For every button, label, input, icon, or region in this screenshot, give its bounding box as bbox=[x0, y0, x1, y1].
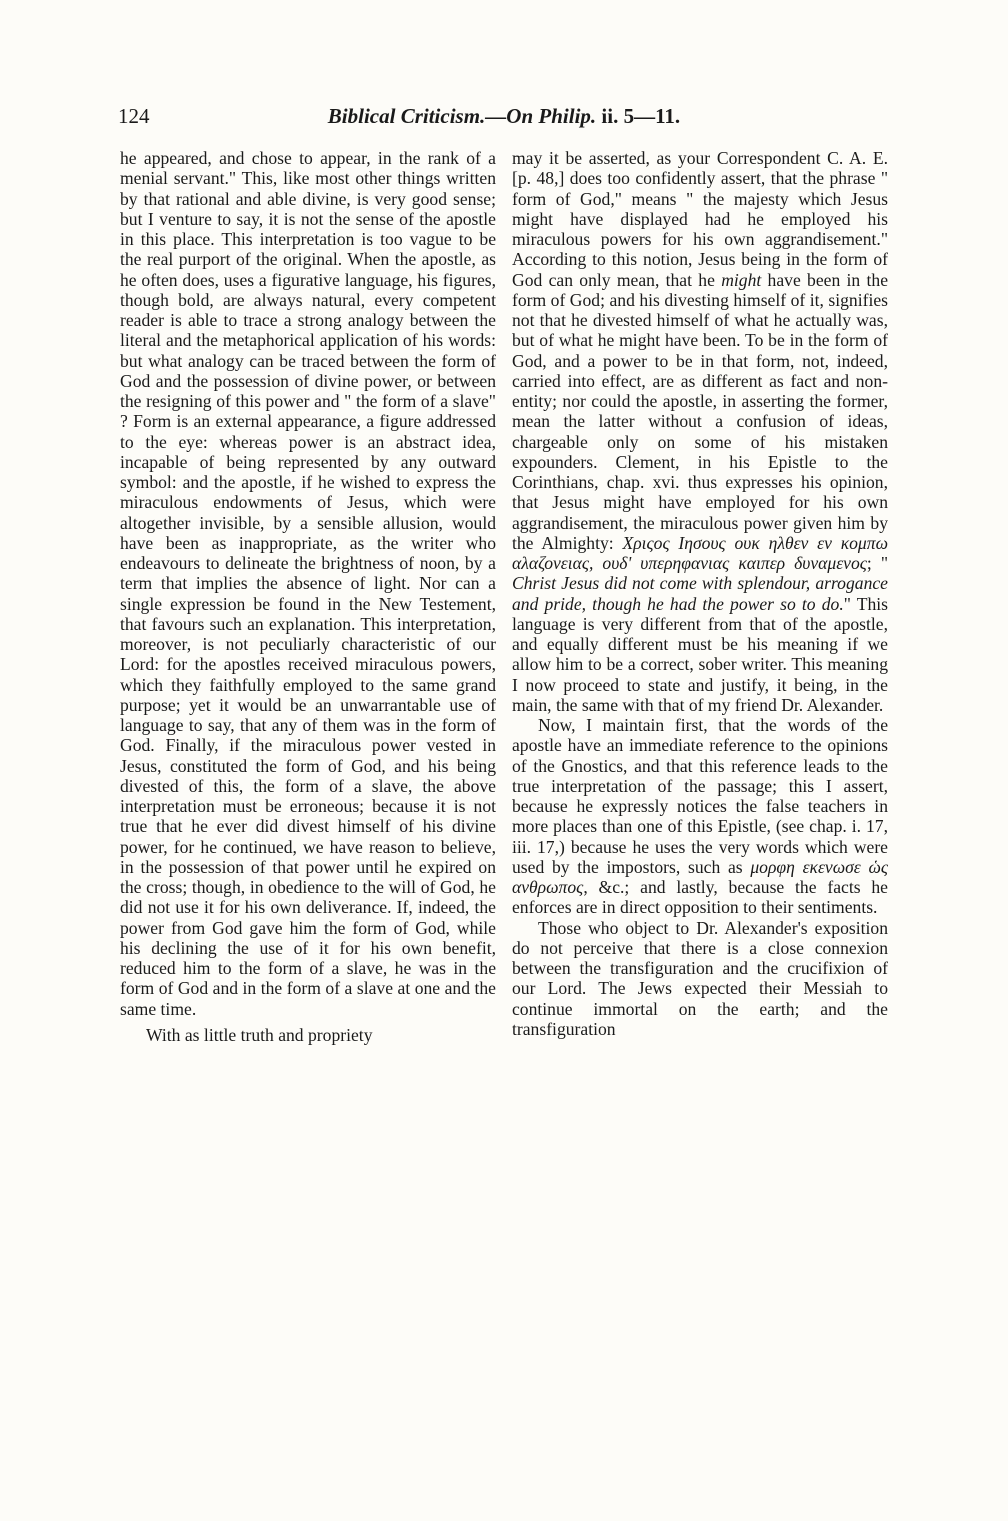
left-paragraph-2: With as little truth and propriety bbox=[146, 1024, 373, 1045]
english-translation-clement: Christ Jesus did not come with splendour, arrogance and pride, though he had the power so to do. bbox=[512, 573, 888, 614]
right-paragraph-2 bbox=[512, 715, 888, 918]
right-p1-text-a: may it be asserted, as your Correspondent C. A. E. [p. 48,] does too confidently assert, that the phrase " form of God," means " the majesty which Jesus might have displayed had he employed his miraculous powers for his own aggrandisement." According to this notion, Jesus being in the form of God can only mean, that he bbox=[512, 148, 888, 290]
right-p1-text-g: " This language is very different from that of the apostle, and equally different must be his meaning if we allow him to be a correct, sober writer. This meaning I now proceed to state and justify, it being, in the main, the same with that of my friend Dr. Alexander. bbox=[512, 593, 889, 715]
page-number: 124 bbox=[118, 104, 150, 128]
right-p1-text-e: ; " bbox=[866, 553, 888, 573]
right-paragraph-3: Those who object to Dr. Alexander's exposition do not perceive that there is a close connexion between the transfiguration and the crucifixion of our Lord. The Jews expected their Messiah to continue immortal on the earth; and the transfiguration bbox=[512, 917, 888, 1039]
greek-words-impostors: μορφη εκενωσε ὡς ανθρωπος bbox=[512, 856, 888, 897]
running-head bbox=[118, 104, 890, 129]
right-p2-text-c: , &c.; and lastly, because the facts he enforces are in direct opposition to their sentiments. bbox=[512, 877, 888, 918]
right-paragraph-1 bbox=[512, 148, 888, 715]
running-head-title: Biblical Criticism.—On Philip. bbox=[327, 104, 597, 128]
greek-quotation-clement: Χριςος Ιησους ουκ ηλθεν εν κομπω αλαζονειας, ουδ' υπερηφανιας καιπερ δυναμενος bbox=[512, 532, 888, 573]
right-p1-emphasis-might: might bbox=[721, 269, 762, 290]
left-paragraph-1: he appeared, and chose to appear, in the rank of a menial servant." This, like most other things written by that rational and able divine, is very good sense; but I venture to say, it is not the sense of the apostle in this place. This interpretation is too vague to be the real purport of the original. When the apostle, as he often does, uses a figurative language, his figures, though bold, are always natural, every competent reader is able to trace a strong analogy between the literal and the metaphorical application of his words: but what analogy can be traced between the form of God and the possession of divine power, or between the resigning of this power and " the form of a slave" ? Form is an external appearance, a figure addressed to the eye: whereas power is an abstract idea, incapable of being represented by any outward symbol: and the apostle, if he wished to express the miraculous endowments of Jesus, which were altogether invisible, by a sensible allusion, would have been as inappropriate, as the writer who endeavours to delineate the brightness of noon, by a term that implies the absence of light. Nor can a single expression be found in the New Testement, that favours such an explanation. This interpretation, moreover, is not peculiarly characteristic of our Lord: for the apostles received miraculous powers, which they faithfully employed to the same grand purpose; yet it would be an unwarrantable use of language to say, that any of them was in the form of God. Finally, if the miraculous power vested in Jesus, constituted the form of God, and his being divested of this, the form of a slave, the above interpretation must be erroneous; because it is not true that he ever did divest himself of his divine power, for he continued, we have reason to believe, in the possession of that power until he expired on the cross; though, in obedience to the will of God, he did not use it for his own deliverance. If, indeed, the power from God gave him the form of God, while his declining the use of it for his own benefit, reduced him to the form of a slave, he was in the form of God and in the form of a slave at one and the same time. bbox=[120, 148, 496, 1019]
running-head-reference: ii. 5—11. bbox=[596, 104, 681, 128]
page-header bbox=[118, 104, 890, 136]
right-p2-text-a: Now, I maintain first, that the words of the apostle have an immediate reference to the opinions of the Gnostics, and that this reference leads to the true interpretation of the passage; this I assert, because he expressly notices the false teachers in more places than one of this Epistle, (see chap. i. 17, iii. 17,) because he uses the very words which were used by the impostors, such as bbox=[512, 715, 888, 877]
left-column bbox=[120, 148, 496, 1045]
right-column bbox=[512, 148, 888, 1039]
right-p1-text-c: have been in the form of God; and his divesting himself of it, signifies not that he divested himself of what he actually was, but of what he might have been. To be in the form of God, and a power to be in that form, not, indeed, carried into effect, are as different as fact and non-entity; nor could the apostle, in asserting the former, mean the latter without a confusion of ideas, chargeable only on some of his mistaken expounders. Clement, in his Epistle to the Corinthians, chap. xvi. thus expresses his opinion, that Jesus might have employed for his own aggrandisement, the miraculous power given him by the Almighty: bbox=[512, 269, 888, 553]
